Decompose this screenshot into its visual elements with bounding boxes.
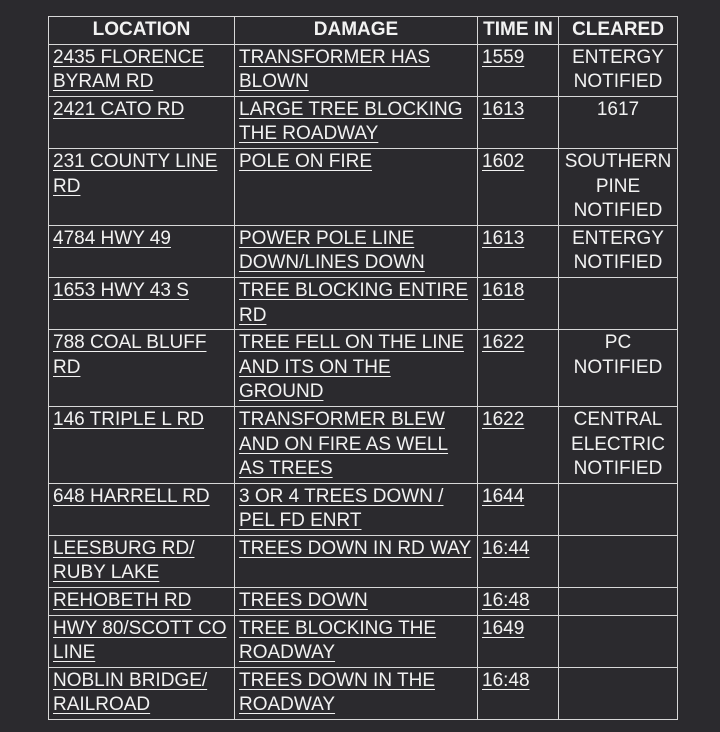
time-in-cell <box>478 96 559 148</box>
location-cell <box>49 406 235 483</box>
time-in-cell-text: 1559 <box>482 46 525 68</box>
time-in-cell-text: 1649 <box>482 617 525 639</box>
location-cell-text: 1653 HWY 43 S <box>53 279 189 301</box>
damage-cell-text: TREE FELL ON THE LINE AND ITS ON THE GROUND <box>239 332 464 403</box>
header-row <box>49 17 678 45</box>
location-cell <box>49 615 235 667</box>
location-cell <box>49 667 235 719</box>
cleared-cell <box>559 615 678 667</box>
damage-cell <box>235 483 478 535</box>
damage-cell-text: 3 OR 4 TREES DOWN / PEL FD ENRT <box>239 485 444 532</box>
time-in-cell-text: 1622 <box>482 332 525 354</box>
location-cell-text: 788 COAL BLUFF RD <box>53 332 207 378</box>
location-cell-text: 4784 HWY 49 <box>53 227 171 249</box>
damage-cell-text: LARGE TREE BLOCKING THE ROADWAY <box>239 98 463 145</box>
time-in-cell <box>478 148 559 225</box>
time-in-cell <box>478 535 559 587</box>
damage-cell-text: POWER POLE LINE DOWN/LINES DOWN <box>239 227 425 274</box>
damage-cell <box>235 330 478 407</box>
location-cell-text: 231 COUNTY LINE RD <box>53 150 218 197</box>
time-in-cell <box>478 44 559 96</box>
time-in-cell-text: 16:48 <box>482 590 530 612</box>
location-cell-text: 146 TRIPLE L RD <box>53 408 205 430</box>
cleared-cell <box>559 535 678 587</box>
table-row <box>49 148 678 225</box>
time-in-cell-text: 16:48 <box>482 669 530 691</box>
cleared-cell <box>559 330 678 407</box>
table-body <box>49 44 678 719</box>
table-row <box>49 225 678 277</box>
table-row <box>49 277 678 329</box>
damage-cell-text: TREE BLOCKING ENTIRE RD <box>239 279 469 326</box>
cleared-cell-text: ENTERGY NOTIFIED <box>572 46 664 93</box>
damage-cell <box>235 535 478 587</box>
time-in-cell <box>478 667 559 719</box>
location-cell-text: LEESBURG RD/ RUBY LAKE <box>53 537 195 584</box>
table-row <box>49 667 678 719</box>
location-cell <box>49 225 235 277</box>
location-cell-text: 2435 FLORENCE BYRAM RD <box>53 46 205 93</box>
damage-cell-text: TRANSFORMER BLEW AND ON FIRE AS WELL AS TREES <box>239 408 449 480</box>
table-row <box>49 330 678 407</box>
location-cell-text: NOBLIN BRIDGE/ RAILROAD <box>53 669 208 716</box>
cleared-cell <box>559 96 678 148</box>
damage-cell <box>235 96 478 148</box>
location-cell <box>49 535 235 587</box>
time-in-cell <box>478 277 559 329</box>
location-cell-text: HWY 80/SCOTT CO LINE <box>53 617 227 664</box>
time-in-cell <box>478 406 559 483</box>
cleared-cell <box>559 667 678 719</box>
time-in-cell <box>478 225 559 277</box>
location-cell <box>49 96 235 148</box>
table-row <box>49 406 678 483</box>
cleared-cell <box>559 148 678 225</box>
location-cell <box>49 483 235 535</box>
damage-cell <box>235 588 478 616</box>
damage-cell <box>235 615 478 667</box>
damage-cell <box>235 277 478 329</box>
cleared-cell <box>559 588 678 616</box>
damage-header: DAMAGE <box>235 17 478 45</box>
cleared-cell <box>559 277 678 329</box>
damage-cell-text: TREES DOWN IN RD WAY <box>239 537 472 559</box>
damage-cell <box>235 225 478 277</box>
time-in-cell-text: 16:44 <box>482 537 530 559</box>
time-in-cell <box>478 483 559 535</box>
location-cell <box>49 277 235 329</box>
cleared-cell-text: SOUTHERN PINE NOTIFIED <box>564 150 672 222</box>
location-cell-text: 2421 CATO RD <box>53 98 185 120</box>
damage-cell <box>235 406 478 483</box>
time-in-cell <box>478 330 559 407</box>
cleared-cell-text: CENTRAL ELECTRIC NOTIFIED <box>571 408 665 480</box>
cleared-cell <box>559 483 678 535</box>
cleared-cell <box>559 406 678 483</box>
time-in-cell <box>478 615 559 667</box>
table-row <box>49 44 678 96</box>
time-in-header: TIME IN <box>478 17 559 45</box>
damage-cell <box>235 44 478 96</box>
time-in-cell-text: 1644 <box>482 485 525 507</box>
location-cell-text: REHOBETH RD <box>53 590 192 612</box>
location-cell <box>49 148 235 225</box>
damage-cell-text: TRANSFORMER HAS BLOWN <box>239 46 431 93</box>
damage-cell-text: POLE ON FIRE <box>239 150 373 172</box>
table-row <box>49 535 678 587</box>
cleared-cell <box>559 225 678 277</box>
damage-cell <box>235 148 478 225</box>
damage-cell-text: TREE BLOCKING THE ROADWAY <box>239 617 437 664</box>
time-in-cell-text: 1618 <box>482 279 525 301</box>
incident-log-sheet <box>48 16 677 720</box>
damage-report-table <box>48 16 678 720</box>
location-header: LOCATION <box>49 17 235 45</box>
location-cell <box>49 44 235 96</box>
damage-cell <box>235 667 478 719</box>
time-in-cell-text: 1622 <box>482 408 525 430</box>
cleared-cell-text: 1617 <box>596 98 640 120</box>
time-in-cell-text: 1613 <box>482 227 525 249</box>
time-in-cell-text: 1613 <box>482 98 525 120</box>
table-row <box>49 96 678 148</box>
table-row <box>49 588 678 616</box>
location-cell <box>49 330 235 407</box>
location-cell-text: 648 HARRELL RD <box>53 485 210 507</box>
cleared-cell-text: PC NOTIFIED <box>573 332 663 378</box>
time-in-cell <box>478 588 559 616</box>
table-row <box>49 615 678 667</box>
table-row <box>49 483 678 535</box>
cleared-cell <box>559 44 678 96</box>
cleared-cell-text: ENTERGY NOTIFIED <box>572 227 664 274</box>
damage-cell-text: TREES DOWN <box>239 590 368 612</box>
time-in-cell-text: 1602 <box>482 150 525 172</box>
cleared-header: CLEARED <box>559 17 678 45</box>
damage-cell-text: TREES DOWN IN THE ROADWAY <box>239 669 435 716</box>
location-cell <box>49 588 235 616</box>
